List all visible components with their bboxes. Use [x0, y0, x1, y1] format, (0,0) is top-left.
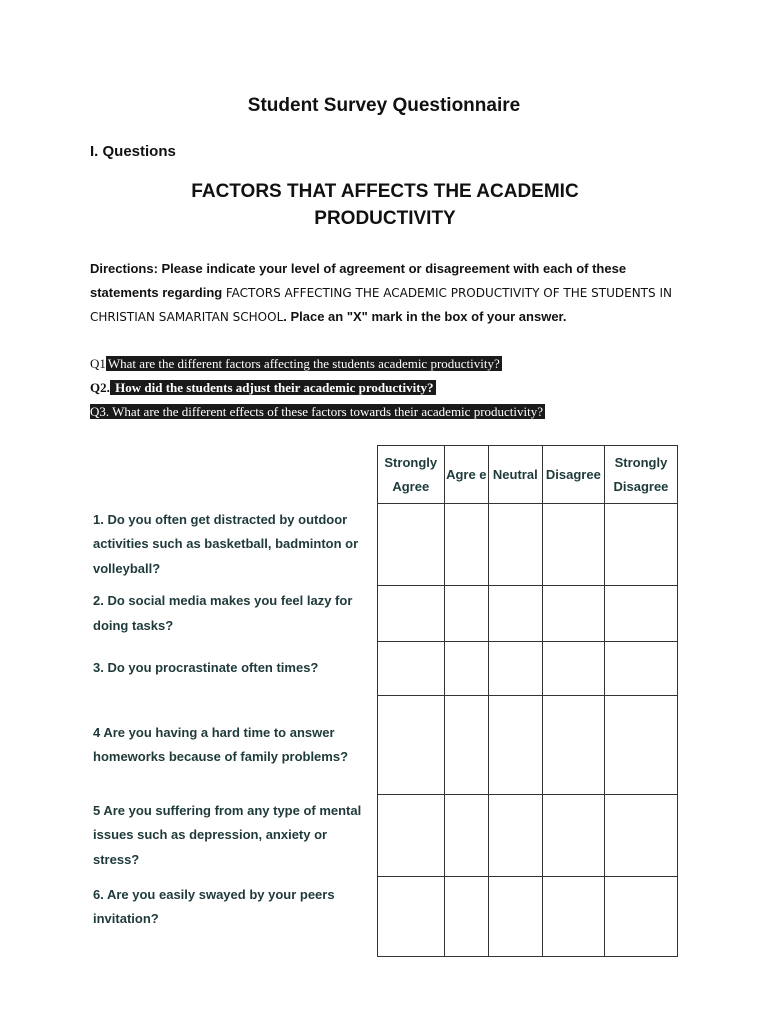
answer-box[interactable] — [488, 504, 542, 586]
col-strongly-disagree: Strongly Disagree — [604, 446, 677, 504]
answer-box[interactable] — [488, 696, 542, 795]
header-blank — [89, 446, 377, 504]
question-6: 6. Are you easily swayed by your peers invitation? — [93, 886, 335, 926]
research-question-3 — [90, 403, 545, 421]
answer-box[interactable] — [542, 877, 604, 957]
table-row — [89, 642, 678, 696]
question-label: Q2. — [90, 380, 110, 395]
answer-box[interactable] — [604, 696, 677, 795]
question-2: 2. Do social media makes you feel lazy for doing tasks? — [93, 593, 353, 633]
question-label: Q1 — [90, 356, 106, 371]
answer-box[interactable] — [604, 504, 677, 586]
answer-box[interactable] — [444, 504, 488, 586]
answer-box[interactable] — [542, 642, 604, 696]
table-row — [89, 504, 678, 586]
answer-box[interactable] — [444, 696, 488, 795]
page-title: Student Survey Questionnaire — [247, 95, 521, 116]
table-header-row — [89, 446, 678, 504]
survey-table — [89, 445, 678, 957]
answer-box[interactable] — [604, 795, 677, 877]
answer-box[interactable] — [377, 586, 444, 642]
answer-box[interactable] — [377, 877, 444, 957]
research-question-1 — [90, 355, 502, 373]
answer-box[interactable] — [377, 696, 444, 795]
directions — [90, 257, 690, 329]
col-neutral: Neutral — [488, 446, 542, 504]
section-heading: I. Questions — [90, 143, 176, 160]
answer-box[interactable] — [488, 586, 542, 642]
answer-box[interactable] — [377, 795, 444, 877]
col-agree: Agre e — [444, 446, 488, 504]
answer-box[interactable] — [604, 642, 677, 696]
question-1: 1. Do you often get distracted by outdoor activities such as basketball, badminton or volleyball? — [93, 511, 359, 576]
answer-box[interactable] — [542, 696, 604, 795]
answer-box[interactable] — [542, 586, 604, 642]
answer-box[interactable] — [488, 877, 542, 957]
question-text: Q3. What are the different effects of these factors towards their academic productivity? — [90, 404, 544, 419]
answer-box[interactable] — [444, 586, 488, 642]
answer-box[interactable] — [444, 642, 488, 696]
research-question-2 — [90, 379, 436, 397]
answer-box[interactable] — [488, 642, 542, 696]
question-3: 3. Do you procrastinate often times? — [93, 660, 319, 676]
answer-box[interactable] — [542, 504, 604, 586]
answer-box[interactable] — [488, 795, 542, 877]
table-row — [89, 586, 678, 642]
col-disagree: Disagree — [542, 446, 604, 504]
answer-box[interactable] — [377, 642, 444, 696]
table-row — [89, 696, 678, 795]
question-4: 4 Are you having a hard time to answer homeworks because of family problems? — [93, 724, 349, 764]
answer-box[interactable] — [604, 877, 677, 957]
answer-box[interactable] — [604, 586, 677, 642]
answer-box[interactable] — [444, 795, 488, 877]
survey-heading: FACTORS THAT AFFECTS THE ACADEMIC PRODUCTIVITY — [191, 181, 579, 229]
directions-instruction: . Place an "X" mark in the box of your answer. — [283, 309, 567, 324]
col-strongly-agree: Strongly Agree — [377, 446, 444, 504]
answer-box[interactable] — [542, 795, 604, 877]
table-row — [89, 795, 678, 877]
directions-intro: Directions: Please indicate your level of agreement or disagreement with each of these statements regarding — [90, 261, 627, 300]
question-5: 5 Are you suffering from any type of mental issues such as depression, anxiety or stress? — [93, 802, 362, 867]
question-text: What are the different factors affecting the students academic productivity? — [107, 356, 500, 371]
question-text: How did the students adjust their academic productivity? — [111, 380, 434, 395]
directions-topic: FACTORS AFFECTING THE ACADEMIC PRODUCTIVITY OF THE STUDENTS IN CHRISTIAN SAMARITAN SCHOOL — [90, 286, 672, 324]
table-row — [89, 877, 678, 957]
answer-box[interactable] — [377, 504, 444, 586]
answer-box[interactable] — [444, 877, 488, 957]
